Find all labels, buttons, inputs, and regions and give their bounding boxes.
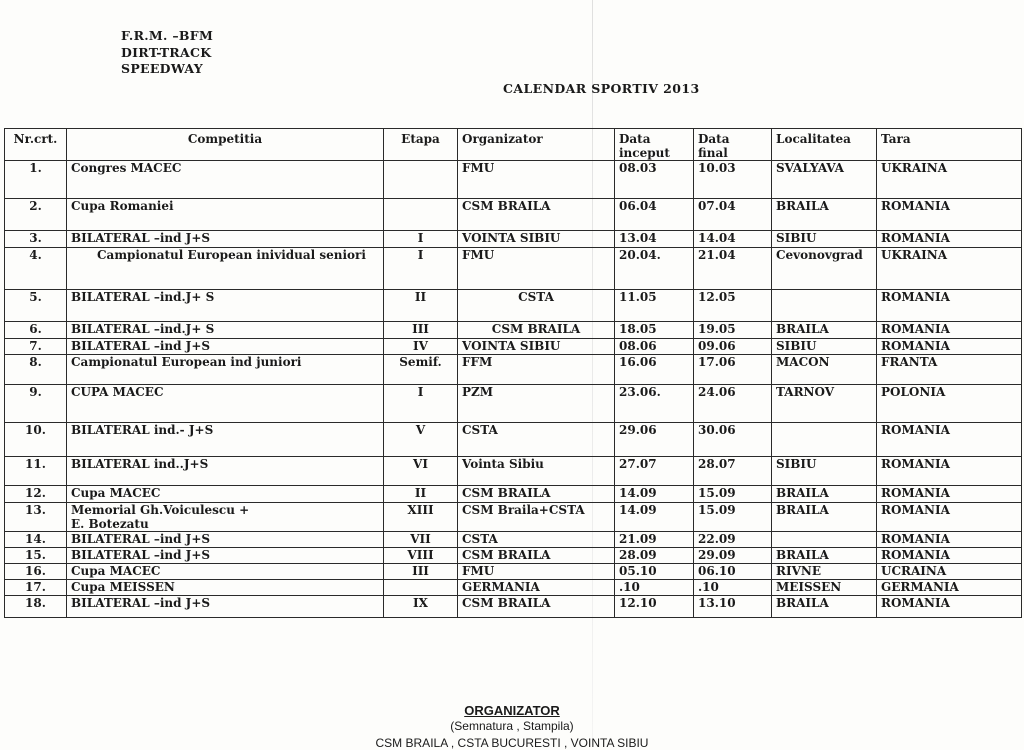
- cell-data-inceput: 23.06.: [615, 385, 694, 423]
- cell-localitatea: BRAILA: [772, 503, 877, 532]
- cell-tara: FRANTA: [877, 355, 1022, 385]
- cell-data-inceput: 08.06: [615, 339, 694, 355]
- cell-data-final: .10: [694, 580, 772, 596]
- col-header-localitatea: Localitatea: [772, 129, 877, 161]
- cell-nr: 11.: [5, 457, 67, 486]
- cell-organizator: CSM BRAILA: [458, 548, 615, 564]
- cell-data-final: 17.06: [694, 355, 772, 385]
- cell-organizator: Vointa Sibiu: [458, 457, 615, 486]
- cell-organizator: VOINTA SIBIU: [458, 231, 615, 248]
- cell-nr: 1.: [5, 161, 67, 199]
- cell-tara: ROMANIA: [877, 199, 1022, 231]
- cell-competitia: BILATERAL –ind J+S: [67, 596, 384, 618]
- cell-data-final: 15.09: [694, 486, 772, 503]
- col-header-tara: Tara: [877, 129, 1022, 161]
- cell-data-inceput: 05.10: [615, 564, 694, 580]
- cell-nr: 13.: [5, 503, 67, 532]
- cell-etapa: II: [384, 486, 458, 503]
- cell-organizator: CSM BRAILA: [458, 199, 615, 231]
- cell-etapa: III: [384, 322, 458, 339]
- table-row: [5, 385, 1022, 423]
- cell-data-final: 07.04: [694, 199, 772, 231]
- cell-localitatea: BRAILA: [772, 548, 877, 564]
- cell-nr: 10.: [5, 423, 67, 457]
- cell-localitatea: BRAILA: [772, 486, 877, 503]
- cell-data-final: 21.04: [694, 248, 772, 290]
- col-header-nr: Nr.crt.: [5, 129, 67, 161]
- cell-nr: 15.: [5, 548, 67, 564]
- cell-nr: 18.: [5, 596, 67, 618]
- cell-competitia: CUPA MACEC: [67, 385, 384, 423]
- cell-data-inceput: 08.03: [615, 161, 694, 199]
- cell-nr: 4.: [5, 248, 67, 290]
- col-header-organizator: Organizator: [458, 129, 615, 161]
- cell-tara: GERMANIA: [877, 580, 1022, 596]
- cell-organizator: PZM: [458, 385, 615, 423]
- cell-data-final: 30.06: [694, 423, 772, 457]
- calendar-table: [4, 128, 1022, 618]
- cell-etapa: [384, 580, 458, 596]
- table-row: [5, 322, 1022, 339]
- cell-etapa: V: [384, 423, 458, 457]
- cell-data-final: 22.09: [694, 532, 772, 548]
- cell-nr: 6.: [5, 322, 67, 339]
- cell-data-inceput: 20.04.: [615, 248, 694, 290]
- cell-nr: 9.: [5, 385, 67, 423]
- table-row: [5, 532, 1022, 548]
- cell-data-final: 14.04: [694, 231, 772, 248]
- signature-label: ORGANIZATOR: [464, 703, 560, 718]
- document-title: CALENDAR SPORTIV 2013: [503, 81, 700, 96]
- cell-tara: ROMANIA: [877, 486, 1022, 503]
- cell-localitatea: BRAILA: [772, 199, 877, 231]
- cell-competitia: Campionatul European inividual seniori: [67, 248, 384, 290]
- cell-competitia: Cupa Romaniei: [67, 199, 384, 231]
- header-line-2: DIRT-TRACK: [121, 44, 212, 60]
- cell-organizator: FMU: [458, 248, 615, 290]
- col-header-data-inceput: Data inceput: [615, 129, 694, 161]
- table-row: [5, 580, 1022, 596]
- cell-competitia: BILATERAL –ind J+S: [67, 339, 384, 355]
- signature-organizers: CSM BRAILA , CSTA BUCURESTI , VOINTA SIBIU: [375, 736, 649, 750]
- cell-localitatea: SIBIU: [772, 231, 877, 248]
- cell-competitia: Memorial Gh.Voiculescu + E. Botezatu: [67, 503, 384, 532]
- cell-competitia: BILATERAL –ind J+S: [67, 532, 384, 548]
- cell-tara: UKRAINA: [877, 161, 1022, 199]
- cell-tara: ROMANIA: [877, 596, 1022, 618]
- cell-nr: 17.: [5, 580, 67, 596]
- cell-competitia: BILATERAL –ind.J+ S: [67, 322, 384, 339]
- cell-tara: ROMANIA: [877, 231, 1022, 248]
- cell-data-inceput: 21.09: [615, 532, 694, 548]
- header-line-3: SPEEDWAY: [121, 61, 203, 76]
- cell-tara: POLONIA: [877, 385, 1022, 423]
- table-row: [5, 564, 1022, 580]
- cell-localitatea: TARNOV: [772, 385, 877, 423]
- cell-localitatea: MACON: [772, 355, 877, 385]
- cell-etapa: VIII: [384, 548, 458, 564]
- cell-competitia: Congres MACEC: [67, 161, 384, 199]
- cell-etapa: II: [384, 290, 458, 322]
- cell-etapa: I: [384, 231, 458, 248]
- cell-etapa: I: [384, 385, 458, 423]
- cell-data-final: 24.06: [694, 385, 772, 423]
- cell-data-inceput: 29.06: [615, 423, 694, 457]
- cell-data-final: 09.06: [694, 339, 772, 355]
- cell-competitia: Cupa MACEC: [67, 486, 384, 503]
- cell-organizator: CSM BRAILA: [458, 596, 615, 618]
- cell-organizator: CSM BRAILA: [458, 486, 615, 503]
- cell-nr: 16.: [5, 564, 67, 580]
- cell-data-inceput: 12.10: [615, 596, 694, 618]
- cell-data-final: 29.09: [694, 548, 772, 564]
- cell-data-final: 13.10: [694, 596, 772, 618]
- cell-tara: ROMANIA: [877, 339, 1022, 355]
- cell-data-inceput: 27.07: [615, 457, 694, 486]
- cell-data-inceput: 13.04: [615, 231, 694, 248]
- cell-competitia: BILATERAL ind..J+S: [67, 457, 384, 486]
- cell-localitatea: [772, 423, 877, 457]
- cell-nr: 3.: [5, 231, 67, 248]
- cell-organizator: FFM: [458, 355, 615, 385]
- cell-nr: 7.: [5, 339, 67, 355]
- cell-localitatea: BRAILA: [772, 596, 877, 618]
- cell-localitatea: MEISSEN: [772, 580, 877, 596]
- cell-etapa: [384, 161, 458, 199]
- table-row: [5, 423, 1022, 457]
- table-row: [5, 503, 1022, 532]
- table-row: [5, 339, 1022, 355]
- cell-nr: 2.: [5, 199, 67, 231]
- cell-data-final: 15.09: [694, 503, 772, 532]
- table-row: [5, 596, 1022, 618]
- cell-organizator: FMU: [458, 564, 615, 580]
- cell-etapa: I: [384, 248, 458, 290]
- cell-data-inceput: 14.09: [615, 503, 694, 532]
- cell-localitatea: [772, 290, 877, 322]
- cell-competitia: Cupa MEISSEN: [67, 580, 384, 596]
- cell-tara: ROMANIA: [877, 503, 1022, 532]
- cell-nr: 14.: [5, 532, 67, 548]
- cell-competitia: Campionatul European ind juniori: [67, 355, 384, 385]
- col-header-data-final: Data final: [694, 129, 772, 161]
- cell-tara: UKRAINA: [877, 248, 1022, 290]
- cell-organizator: CSM BRAILA: [458, 322, 615, 339]
- cell-data-inceput: 28.09: [615, 548, 694, 564]
- cell-nr: 5.: [5, 290, 67, 322]
- cell-etapa: XIII: [384, 503, 458, 532]
- table-row: [5, 161, 1022, 199]
- cell-etapa: III: [384, 564, 458, 580]
- cell-data-inceput: 18.05: [615, 322, 694, 339]
- cell-organizator: CSTA: [458, 423, 615, 457]
- cell-localitatea: SIBIU: [772, 339, 877, 355]
- federation-header: [121, 28, 213, 78]
- table-row: [5, 486, 1022, 503]
- col-header-etapa: Etapa: [384, 129, 458, 161]
- cell-data-inceput: .10: [615, 580, 694, 596]
- cell-organizator: VOINTA SIBIU: [458, 339, 615, 355]
- cell-organizator: FMU: [458, 161, 615, 199]
- cell-localitatea: SVALYAVA: [772, 161, 877, 199]
- table-row: [5, 355, 1022, 385]
- cell-etapa: IX: [384, 596, 458, 618]
- table-row: [5, 248, 1022, 290]
- table-row: [5, 290, 1022, 322]
- table-row: [5, 457, 1022, 486]
- cell-localitatea: BRAILA: [772, 322, 877, 339]
- cell-tara: ROMANIA: [877, 290, 1022, 322]
- cell-competitia: BILATERAL –ind J+S: [67, 548, 384, 564]
- cell-etapa: VI: [384, 457, 458, 486]
- cell-etapa: VII: [384, 532, 458, 548]
- cell-localitatea: Cevonovgrad: [772, 248, 877, 290]
- cell-localitatea: SIBIU: [772, 457, 877, 486]
- cell-competitia: BILATERAL –ind.J+ S: [67, 290, 384, 322]
- cell-nr: 12.: [5, 486, 67, 503]
- cell-nr: 8.: [5, 355, 67, 385]
- cell-tara: UCRAINA: [877, 564, 1022, 580]
- table-row: [5, 231, 1022, 248]
- cell-localitatea: [772, 532, 877, 548]
- cell-data-inceput: 14.09: [615, 486, 694, 503]
- cell-data-inceput: 16.06: [615, 355, 694, 385]
- cell-organizator: GERMANIA: [458, 580, 615, 596]
- cell-tara: ROMANIA: [877, 457, 1022, 486]
- cell-competitia: BILATERAL ind.- J+S: [67, 423, 384, 457]
- cell-data-final: 06.10: [694, 564, 772, 580]
- table-row: [5, 199, 1022, 231]
- table-row: [5, 548, 1022, 564]
- cell-etapa: [384, 199, 458, 231]
- cell-localitatea: RIVNE: [772, 564, 877, 580]
- cell-organizator: CSTA: [458, 532, 615, 548]
- signature-sublabel: (Semnatura , Stampila): [450, 719, 574, 733]
- cell-etapa: Semif.: [384, 355, 458, 385]
- cell-etapa: IV: [384, 339, 458, 355]
- cell-tara: ROMANIA: [877, 532, 1022, 548]
- table-header-row: [5, 129, 1022, 161]
- cell-data-final: 10.03: [694, 161, 772, 199]
- cell-organizator: CSM Braila+CSTA: [458, 503, 615, 532]
- cell-data-final: 28.07: [694, 457, 772, 486]
- cell-competitia: Cupa MACEC: [67, 564, 384, 580]
- cell-organizator: CSTA: [458, 290, 615, 322]
- header-line-1: F.R.M. –BFM: [121, 28, 214, 43]
- cell-data-inceput: 11.05: [615, 290, 694, 322]
- cell-data-inceput: 06.04: [615, 199, 694, 231]
- cell-data-final: 12.05: [694, 290, 772, 322]
- cell-tara: ROMANIA: [877, 548, 1022, 564]
- cell-data-final: 19.05: [694, 322, 772, 339]
- cell-tara: ROMANIA: [877, 423, 1022, 457]
- col-header-competitia: Competitia: [67, 129, 384, 161]
- cell-competitia: BILATERAL –ind J+S: [67, 231, 384, 248]
- cell-tara: ROMANIA: [877, 322, 1022, 339]
